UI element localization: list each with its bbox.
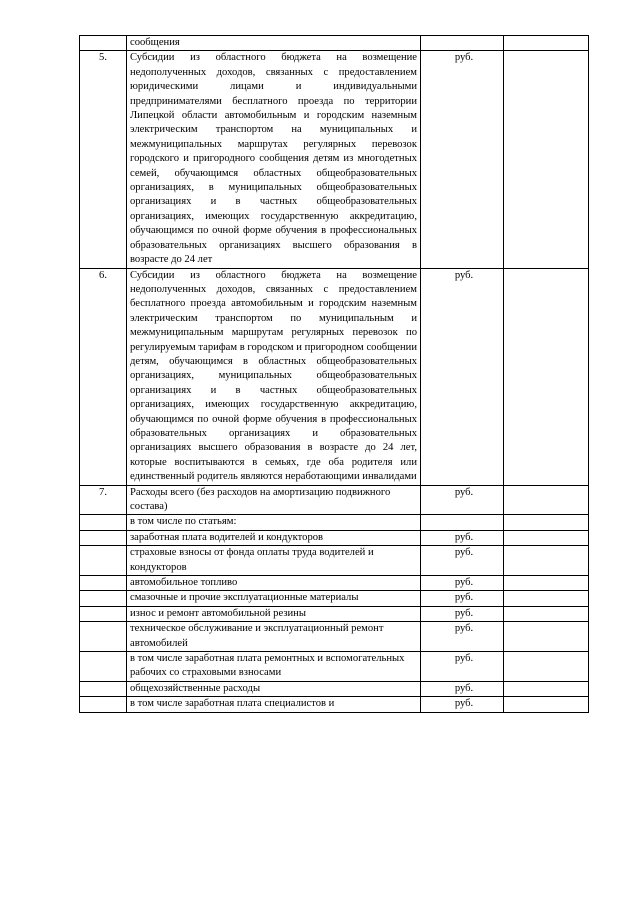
table-row: [80, 681, 589, 696]
row-description: техническое обслуживание и эксплуатационный ремонт автомобилей: [127, 622, 421, 652]
unit-text: руб.: [454, 682, 474, 694]
unit-text: руб.: [454, 531, 474, 543]
row-description: общехозяйственные расходы: [127, 681, 421, 696]
row-value: [504, 268, 589, 485]
row-description: в том числе заработная плата ремонтных и вспомогательных рабочих со страховыми взносами: [127, 652, 421, 682]
unit-text: руб.: [454, 52, 474, 64]
row-value: [504, 530, 589, 545]
row-number: [80, 681, 127, 696]
row-unit: [421, 681, 504, 696]
unit-text: руб.: [454, 269, 474, 281]
row-number: [80, 36, 127, 51]
row-number: [80, 652, 127, 682]
row-unit: [421, 591, 504, 606]
table-row: [80, 51, 589, 268]
unit-text: руб.: [454, 486, 474, 498]
table-row: [80, 591, 589, 606]
row-value: [504, 591, 589, 606]
row-description: заработная плата водителей и кондукторов: [127, 530, 421, 545]
row-number: 6.: [80, 268, 127, 485]
row-description: Субсидии из областного бюджета на возмещение недополученных доходов, связанных с предоставлением бесплатного проезда автомобильным и городским наземным электрическим транспортом по муниципальным и межмуниципальным маршрутам регулярных перевозок по регулируемым тарифам в городском и пригородном сообщении детям, обучающимся в областных общеобразовательных организациях, муниципальных общеобразовательных организациях и в частных общеобразовательных организациях, имеющих государственную аккредитацию, обучающимся по очной форме обучения в профессиональных образовательных организациях и образовательных организациях высшего образования в возрасте до 24 лет, которые воспитываются в семьях, где оба родителя или единственный родитель являются неработающими инвалидами: [127, 268, 421, 485]
row-description: в том числе по статьям:: [127, 515, 421, 530]
row-number: [80, 576, 127, 591]
row-unit: [421, 652, 504, 682]
row-value: [504, 515, 589, 530]
row-unit: [421, 606, 504, 621]
unit-text: руб.: [454, 698, 474, 710]
row-value: [504, 36, 589, 51]
row-unit: [421, 485, 504, 515]
row-number: 5.: [80, 51, 127, 268]
row-description: износ и ремонт автомобильной резины: [127, 606, 421, 621]
table-row: [80, 606, 589, 621]
row-description: Субсидии из областного бюджета на возмещение недополученных доходов, связанных с предоставлением юридическими лицами и индивидуальными предпринимателями бесплатного проезда по территории Липецкой области автомобильным и городским наземным электрическим транспортом на муниципальных и межмуниципальных маршрутах регулярных перевозок городского и пригородного сообщения детям из многодетных семей, обучающимся областных общеобразовательных организациях, в муниципальных общеобразовательных организациях и в частных общеобразовательных организациях, имеющих государственную аккредитацию, обучающимся по очной форме обучения в профессиональных образовательных организациях высшего образования в возрасте до 24 лет: [127, 51, 421, 268]
row-unit: [421, 546, 504, 576]
row-value: [504, 681, 589, 696]
row-unit: [421, 51, 504, 268]
row-value: [504, 606, 589, 621]
row-unit: [421, 622, 504, 652]
row-unit: [421, 268, 504, 485]
row-description: смазочные и прочие эксплуатационные материалы: [127, 591, 421, 606]
row-description: Расходы всего (без расходов на амортизацию подвижного состава): [127, 485, 421, 515]
row-value: [504, 697, 589, 712]
row-number: [80, 546, 127, 576]
row-unit: [421, 530, 504, 545]
row-description: автомобильное топливо: [127, 576, 421, 591]
table-row: [80, 515, 589, 530]
row-number: [80, 530, 127, 545]
unit-text: руб.: [454, 607, 474, 619]
row-value: [504, 622, 589, 652]
row-value: [504, 51, 589, 268]
row-value: [504, 576, 589, 591]
table-row: [80, 652, 589, 682]
unit-text: руб.: [454, 653, 474, 665]
table-row: [80, 268, 589, 485]
row-number: 7.: [80, 485, 127, 515]
row-number: [80, 606, 127, 621]
row-number: [80, 591, 127, 606]
expense-table: [79, 35, 589, 713]
table-row: [80, 36, 589, 51]
row-value: [504, 652, 589, 682]
row-value: [504, 485, 589, 515]
unit-text: руб.: [454, 547, 474, 559]
row-number: [80, 515, 127, 530]
table-row: [80, 530, 589, 545]
table-row: [80, 622, 589, 652]
row-description: в том числе заработная плата специалистов и: [127, 697, 421, 712]
table-row: [80, 546, 589, 576]
row-description: страховые взносы от фонда оплаты труда водителей и кондукторов: [127, 546, 421, 576]
unit-text: руб.: [454, 592, 474, 604]
table-row: [80, 485, 589, 515]
row-unit: [421, 576, 504, 591]
row-number: [80, 697, 127, 712]
row-unit: [421, 697, 504, 712]
table-row: [80, 576, 589, 591]
row-number: [80, 622, 127, 652]
row-unit: [421, 515, 504, 530]
row-description: сообщения: [127, 36, 421, 51]
unit-text: руб.: [454, 577, 474, 589]
row-unit: [421, 36, 504, 51]
unit-text: руб.: [454, 623, 474, 635]
row-value: [504, 546, 589, 576]
table-row: [80, 697, 589, 712]
